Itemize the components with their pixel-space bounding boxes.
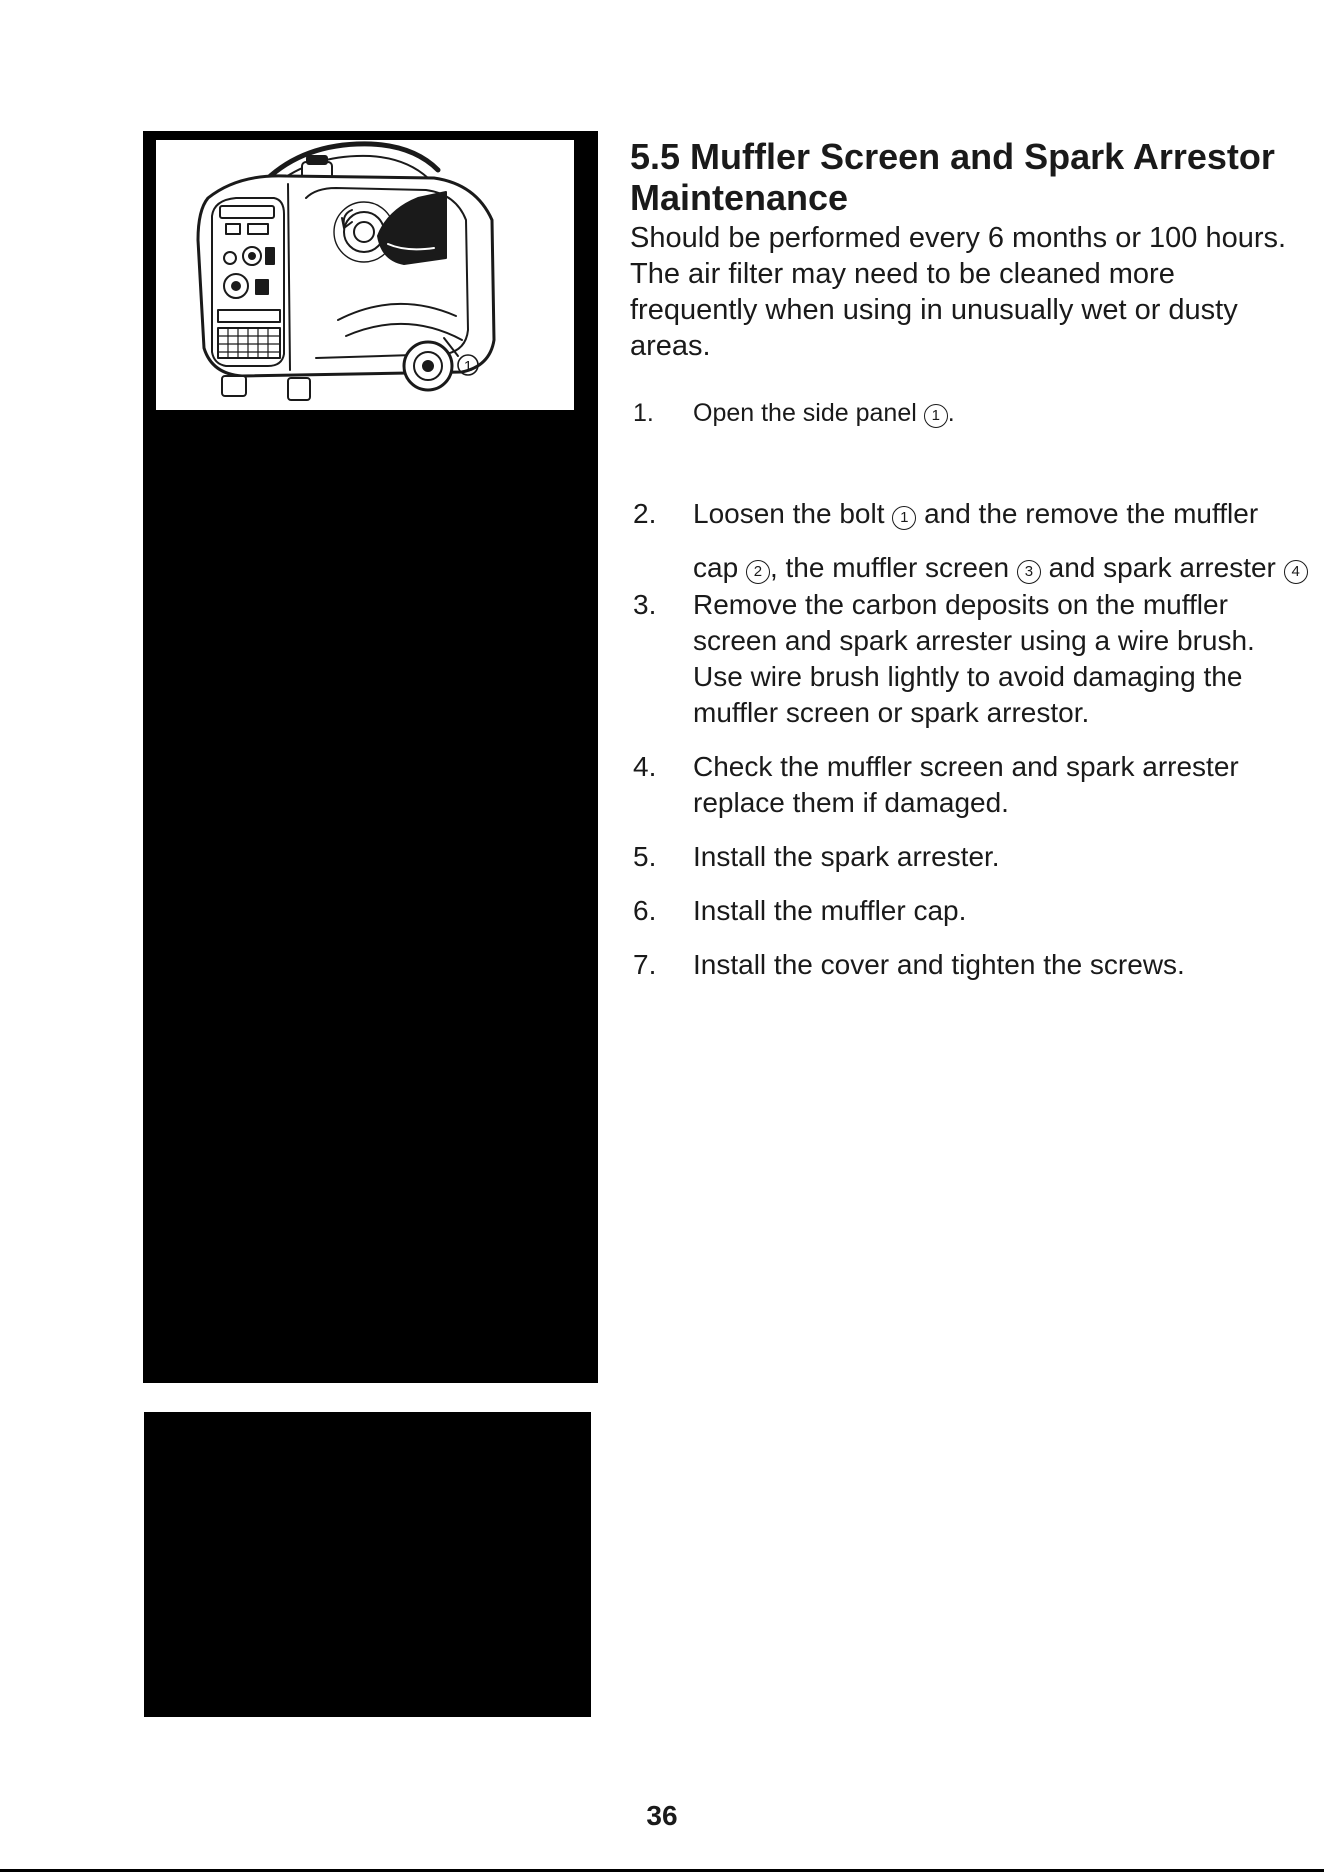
step-text: Remove the carbon deposits on the muffler screen and spark arrester using a wire brush. Use wire brush lightly to avoid damaging the muffler screen or spark arrestor. (693, 589, 1255, 728)
page-number: 36 (646, 1800, 678, 1831)
step-number: 1. (633, 399, 654, 427)
step-text: Loosen the bolt (693, 498, 885, 529)
step-number: 5. (633, 841, 657, 872)
step-text: , the muffler screen (769, 552, 1010, 583)
step-number: 2. (633, 498, 657, 529)
step-text: . (947, 399, 955, 427)
section-content (630, 136, 1310, 983)
list-item (630, 839, 1310, 875)
generator-figure (156, 140, 574, 410)
list-item (630, 947, 1310, 983)
step-text: Install the muffler cap. (693, 895, 967, 926)
step-number: 7. (633, 949, 657, 980)
step-number: 6. (633, 895, 657, 926)
circled-number-icon: 2 (746, 560, 770, 584)
image-panel-bottom (144, 1412, 591, 1717)
section-title: 5.5 Muffler Screen and Spark Arrestor Maintenance (630, 136, 1275, 218)
generator-illustration-icon (156, 140, 574, 410)
circled-number-icon: 3 (1017, 560, 1041, 584)
step-list (630, 395, 1310, 983)
figure-callout: 1 (463, 358, 473, 375)
step-text: Install the cover and tighten the screws. (693, 949, 1185, 980)
list-item (630, 893, 1310, 929)
list-item (630, 749, 1310, 821)
circled-number-icon: 1 (924, 404, 948, 428)
list-item (630, 587, 1310, 731)
list-item (630, 395, 1310, 431)
circled-number-icon: 4 (1284, 560, 1308, 584)
step-text: Open the side panel (693, 399, 917, 427)
section-intro: Should be performed every 6 months or 100 hours. The air filter may need to be cleaned more frequently when using in unusually wet or dusty areas. (630, 222, 1287, 362)
step-text: and the remove the muffler cap (693, 498, 1259, 583)
list-item (630, 487, 1310, 595)
step-text: Install the spark arrester. (693, 841, 1000, 872)
step-number: 4. (633, 751, 657, 782)
step-text: and spark arrester (1048, 552, 1276, 583)
step-number: 3. (633, 589, 657, 620)
step-text: Check the muffler screen and spark arrester replace them if damaged. (693, 751, 1239, 818)
circled-number-icon: 1 (892, 506, 916, 530)
